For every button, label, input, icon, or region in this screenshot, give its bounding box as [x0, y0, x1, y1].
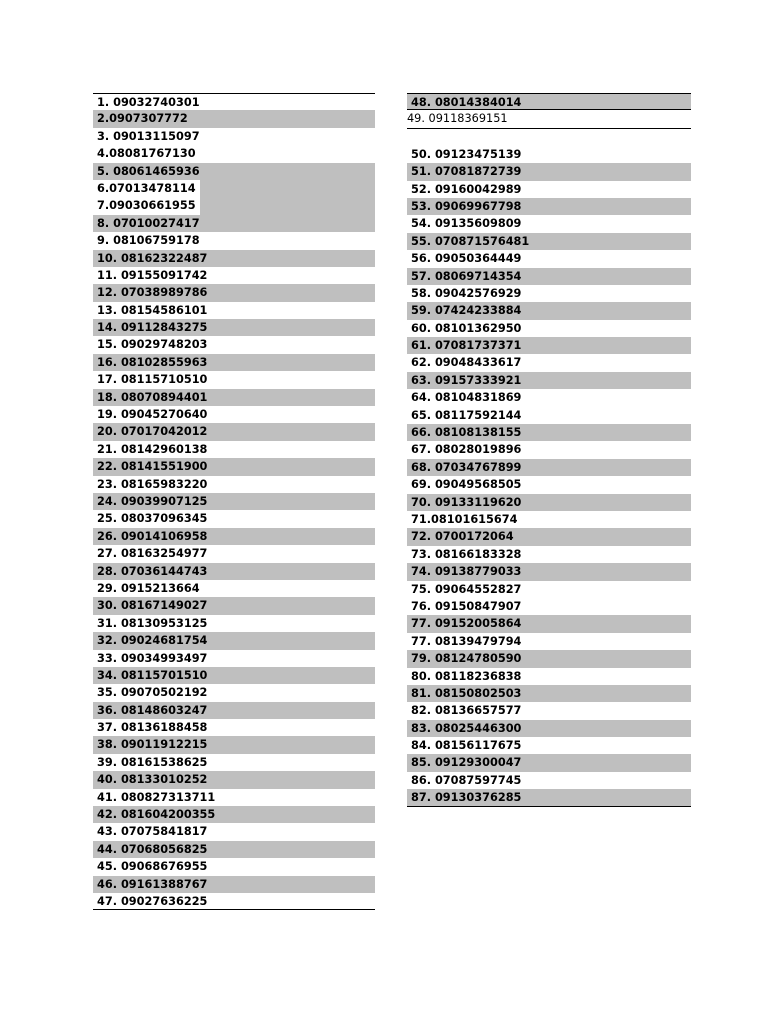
phone-list-item: [407, 146, 691, 163]
phone-list-item: [93, 823, 375, 840]
phone-list-item: [407, 441, 691, 458]
row-spacer: [407, 128, 691, 146]
phone-number-text: 63. 09157333921: [411, 373, 522, 387]
phone-number-text: 76. 09150847907: [411, 599, 522, 613]
phone-number-text: 59. 07424233884: [411, 304, 522, 318]
phone-number-text: 23. 08165983220: [97, 477, 208, 491]
phone-number-text: 7.09030661955: [97, 199, 196, 213]
phone-list-item: [93, 893, 375, 910]
phone-number-text: 68. 07034767899: [411, 460, 522, 474]
phone-list-item: [93, 858, 375, 875]
phone-list-item: [93, 806, 375, 823]
phone-number-text: 12. 07038989786: [97, 286, 208, 300]
phone-list-item: [93, 145, 375, 162]
phone-list-item: [93, 510, 375, 527]
phone-number-text: 50. 09123475139: [411, 147, 522, 161]
phone-number-text: 52. 09160042989: [411, 182, 522, 196]
phone-list-item: [407, 581, 691, 598]
phone-list-item: [93, 476, 375, 493]
phone-number-text: 9. 08106759178: [97, 234, 200, 248]
phone-number-text: 37. 08136188458: [97, 721, 208, 735]
phone-number-text: 24. 09039907125: [97, 494, 208, 508]
phone-list-item: [93, 354, 375, 371]
phone-list-item: [93, 336, 375, 353]
phone-number-text: 1. 09032740301: [97, 96, 200, 109]
phone-list-item: [93, 110, 375, 127]
phone-list-item: [407, 720, 691, 737]
phone-number-text: 36. 08148603247: [97, 703, 208, 717]
phone-number-text: 39. 08161538625: [97, 755, 208, 769]
phone-list-item: [93, 684, 375, 701]
phone-number-text: 67. 08028019896: [411, 443, 522, 457]
phone-list-item: [93, 250, 375, 267]
phone-list-item: [93, 406, 375, 423]
phone-list-item: [93, 667, 375, 684]
phone-list-item: [93, 302, 375, 319]
phone-list-item: [407, 302, 691, 319]
phone-list-item: [407, 389, 691, 406]
phone-number-text: 84. 08156117675: [411, 739, 522, 753]
phone-number-text: 51. 07081872739: [411, 165, 522, 179]
phone-list-item: [93, 284, 375, 301]
phone-list-item: [93, 319, 375, 336]
right-number-column: [407, 93, 691, 807]
phone-number-text: 55. 070871576481: [411, 234, 530, 248]
phone-number-text: 14. 09112843275: [97, 321, 208, 335]
phone-number-text: 27. 08163254977: [97, 547, 208, 561]
phone-list-item: [407, 633, 691, 650]
phone-list-item: [407, 215, 691, 232]
phone-number-text: 72. 0700172064: [411, 530, 514, 544]
phone-number-text: 69. 09049568505: [411, 478, 522, 492]
phone-number-text: 74. 09138779033: [411, 565, 522, 579]
phone-list-item: [407, 754, 691, 771]
phone-list-item: [407, 459, 691, 476]
phone-list-item: [407, 650, 691, 667]
phone-list-item: [407, 685, 691, 702]
phone-list-item: [407, 511, 691, 528]
phone-list-item: [407, 494, 691, 511]
phone-number-text: 60. 08101362950: [411, 321, 522, 335]
phone-list-item: [93, 876, 375, 893]
phone-number-text: 85. 09129300047: [411, 756, 522, 770]
phone-list-item: [93, 215, 375, 232]
phone-number-text: 2.0907307772: [97, 112, 188, 126]
phone-list-item: [407, 337, 691, 354]
phone-number-text: 49. 09118369151: [407, 112, 508, 126]
phone-number-text: 15. 09029748203: [97, 338, 208, 352]
phone-number-text: 53. 09069967798: [411, 199, 522, 213]
phone-list-item: [407, 476, 691, 493]
phone-list-item: [93, 128, 375, 145]
phone-list-item: [407, 737, 691, 754]
phone-number-text: 10. 08162322487: [97, 251, 208, 265]
phone-list-item: [93, 163, 375, 180]
phone-number-text: 3. 09013115097: [97, 129, 200, 143]
phone-list-item: [93, 754, 375, 771]
phone-list-item: [407, 702, 691, 719]
phone-list-item: [93, 719, 375, 736]
phone-list-item: [407, 424, 691, 441]
phone-number-text: 75. 09064552827: [411, 582, 522, 596]
phone-number-text: 83. 08025446300: [411, 721, 522, 735]
phone-list-item: [93, 597, 375, 614]
phone-number-text: 34. 08115701510: [97, 668, 208, 682]
phone-list-item: [407, 668, 691, 685]
phone-list-item: [407, 407, 691, 424]
phone-list-item: [407, 563, 691, 580]
phone-list-item: [407, 285, 691, 302]
phone-list-item: [407, 772, 691, 789]
phone-number-text: 38. 09011912215: [97, 738, 208, 752]
phone-number-text: 33. 09034993497: [97, 651, 208, 665]
phone-list-item: [93, 423, 375, 440]
phone-number-text: 43. 07075841817: [97, 825, 208, 839]
phone-list-item: [407, 372, 691, 389]
phone-number-text: 54. 09135609809: [411, 217, 522, 231]
phone-list-item: [93, 371, 375, 388]
phone-list-item: [407, 789, 691, 806]
phone-number-text: 82. 08136657577: [411, 704, 522, 718]
phone-number-text: 71.08101615674: [411, 512, 518, 526]
phone-list-item: [407, 250, 691, 267]
phone-number-text: 56. 09050364449: [411, 252, 522, 266]
phone-number-text: 32. 09024681754: [97, 634, 208, 648]
phone-number-text: 31. 08130953125: [97, 616, 208, 630]
phone-number-text: 28. 07036144743: [97, 564, 208, 578]
phone-number-text: 19. 09045270640: [97, 408, 208, 422]
phone-number-text: 17. 08115710510: [97, 373, 208, 387]
phone-list-item: [93, 545, 375, 562]
phone-number-text: 20. 07017042012: [97, 425, 208, 439]
phone-number-text: 26. 09014106958: [97, 529, 208, 543]
phone-list-item: [407, 528, 691, 545]
phone-number-text: 13. 08154586101: [97, 303, 208, 317]
phone-number-text: 16. 08102855963: [97, 355, 208, 369]
phone-number-text: 25. 08037096345: [97, 512, 208, 526]
phone-list-item: [407, 546, 691, 563]
phone-list-item: [93, 441, 375, 458]
phone-number-text: 77. 09152005864: [411, 617, 522, 631]
phone-list-item: [93, 389, 375, 406]
phone-list-item: [93, 789, 375, 806]
phone-list-item: [93, 493, 375, 510]
phone-number-text: 40. 08133010252: [97, 773, 208, 787]
phone-number-text: 4.08081767130: [97, 147, 196, 161]
phone-number-text: 42. 081604200355: [97, 808, 216, 822]
phone-list-item: [93, 736, 375, 753]
phone-number-text: 45. 09068676955: [97, 860, 208, 874]
phone-number-text: 29. 0915213664: [97, 581, 200, 595]
phone-number-text: 47. 09027636225: [97, 894, 208, 908]
phone-number-text: 70. 09133119620: [411, 495, 522, 509]
phone-number-text: 58. 09042576929: [411, 286, 522, 300]
phone-list-item: [407, 198, 691, 215]
left-number-column: [93, 93, 375, 910]
phone-number-text: 22. 08141551900: [97, 460, 208, 474]
phone-number-text: 79. 08124780590: [411, 652, 522, 666]
phone-list-item: [93, 580, 375, 597]
phone-list-item: [407, 354, 691, 371]
phone-number-text: 65. 08117592144: [411, 408, 522, 422]
phone-list-item: [407, 110, 691, 127]
phone-list-item: [407, 163, 691, 180]
phone-list-item: [93, 615, 375, 632]
phone-number-text: 77. 08139479794: [411, 634, 522, 648]
phone-list-item: [93, 180, 375, 197]
phone-list-item: [93, 458, 375, 475]
phone-number-text: 86. 07087597745: [411, 773, 522, 787]
phone-number-text: 61. 07081737371: [411, 339, 522, 353]
phone-number-text: 64. 08104831869: [411, 391, 522, 405]
phone-number-text: 30. 08167149027: [97, 599, 208, 613]
phone-list-item: [407, 233, 691, 250]
phone-number-text: 44. 07068056825: [97, 842, 208, 856]
phone-number-text: 6.07013478114: [97, 181, 196, 195]
phone-list-item: [407, 615, 691, 632]
phone-list-item: [93, 771, 375, 788]
phone-list-item: [407, 268, 691, 285]
phone-list-item: [93, 267, 375, 284]
phone-number-text: 73. 08166183328: [411, 547, 522, 561]
phone-number-text: 5. 08061465936: [97, 164, 200, 178]
phone-list-item: [93, 632, 375, 649]
phone-number-text: 87. 09130376285: [411, 791, 522, 805]
phone-number-text: 46. 09161388767: [97, 877, 208, 891]
phone-number-text: 41. 080827313711: [97, 790, 216, 804]
phone-number-text: 48. 08014384014: [411, 96, 522, 109]
phone-number-text: 57. 08069714354: [411, 269, 522, 283]
phone-list-item: [93, 232, 375, 249]
phone-list-item: [407, 598, 691, 615]
phone-list-item: [93, 702, 375, 719]
phone-list-item: [93, 93, 375, 110]
phone-list-item: [93, 841, 375, 858]
phone-list-item: [407, 181, 691, 198]
phone-number-text: 35. 09070502192: [97, 686, 208, 700]
phone-number-text: 81. 08150802503: [411, 686, 522, 700]
phone-number-text: 66. 08108138155: [411, 426, 522, 440]
phone-list-item: [93, 197, 375, 214]
phone-list-item: [93, 563, 375, 580]
phone-number-text: 11. 09155091742: [97, 268, 208, 282]
phone-list-item: [93, 650, 375, 667]
phone-number-text: 8. 07010027417: [97, 216, 200, 230]
phone-list-item: [407, 93, 691, 110]
phone-list-item: [407, 320, 691, 337]
phone-number-text: 80. 08118236838: [411, 669, 522, 683]
phone-number-text: 21. 08142960138: [97, 442, 208, 456]
phone-number-text: 62. 09048433617: [411, 356, 522, 370]
phone-list-item: [93, 528, 375, 545]
phone-number-text: 18. 08070894401: [97, 390, 208, 404]
